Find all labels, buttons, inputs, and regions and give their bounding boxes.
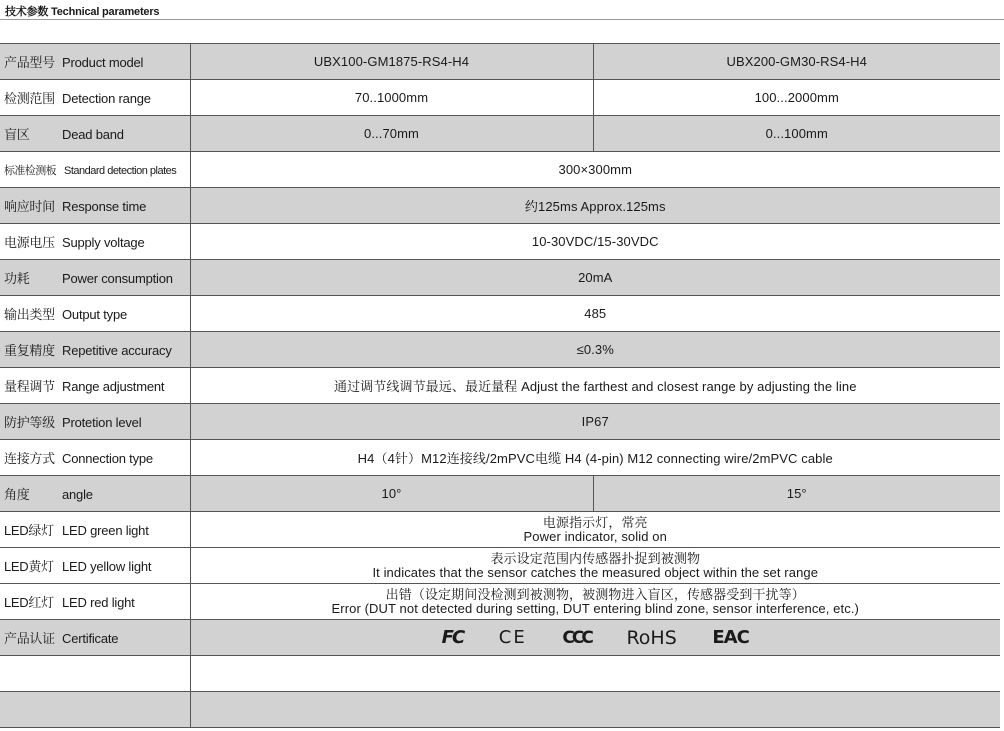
row-label: 检测范围 Detection range bbox=[0, 80, 190, 116]
row-label: 标准检测板 Standard detection plates bbox=[0, 152, 190, 188]
rohs-mark-icon: RoHS bbox=[626, 626, 677, 649]
certificate-marks bbox=[190, 620, 1000, 656]
ccc-mark-icon: CCC bbox=[562, 627, 591, 648]
table-row-empty bbox=[0, 692, 1000, 728]
yellow-light-zh: 表示设定范围内传感器扑捉到被测物 bbox=[490, 550, 701, 566]
yellow-light-value bbox=[190, 548, 1000, 584]
table-row bbox=[0, 188, 1000, 224]
table-row bbox=[0, 260, 1000, 296]
table-row bbox=[0, 584, 1000, 620]
row-label: LED绿灯 LED green light bbox=[0, 512, 190, 548]
row-label: 量程调节 Range adjustment bbox=[0, 368, 190, 404]
detection-range-value-2: 100...2000mm bbox=[593, 80, 1000, 116]
row-value-empty bbox=[190, 656, 1000, 692]
table-row bbox=[0, 80, 1000, 116]
table-row bbox=[0, 44, 1000, 80]
row-label: 角度 angle bbox=[0, 476, 190, 512]
row-label-empty bbox=[0, 692, 190, 728]
connection-type-value: H4（4针）M12连接线/2mPVC电缆 H4 (4-pin) M12 connecting wire/2mPVC cable bbox=[190, 440, 1000, 476]
ce-mark-icon: CE bbox=[498, 627, 527, 648]
yellow-light-en: It indicates that the sensor catches the measured object within the set range bbox=[372, 564, 819, 580]
supply-voltage-value: 10-30VDC/15-30VDC bbox=[190, 224, 1000, 260]
green-light-en: Power indicator, solid on bbox=[523, 528, 667, 544]
row-label: 盲区 Dead band bbox=[0, 116, 190, 152]
product-model-value-1: UBX100-GM1875-RS4-H4 bbox=[190, 44, 593, 80]
protection-level-value: IP67 bbox=[190, 404, 1000, 440]
table-row-empty bbox=[0, 656, 1000, 692]
row-label: 防护等级 Protetion level bbox=[0, 404, 190, 440]
table-row bbox=[0, 296, 1000, 332]
row-label: 连接方式 Connection type bbox=[0, 440, 190, 476]
table-row bbox=[0, 224, 1000, 260]
table-row bbox=[0, 152, 1000, 188]
table-row bbox=[0, 332, 1000, 368]
row-label: 重复精度 Repetitive accuracy bbox=[0, 332, 190, 368]
angle-value-2: 15° bbox=[593, 476, 1000, 512]
title-divider bbox=[0, 19, 1004, 20]
red-light-zh: 出错（设定期间没检测到被测物，被测物进入盲区，传感器受到干扰等） bbox=[385, 586, 805, 602]
dead-band-value-2: 0...100mm bbox=[593, 116, 1000, 152]
fc-mark-icon: FC bbox=[441, 627, 464, 648]
row-label: 功耗 Power consumption bbox=[0, 260, 190, 296]
spec-table bbox=[0, 43, 1000, 728]
row-label: 电源电压 Supply voltage bbox=[0, 224, 190, 260]
repetitive-accuracy-value: ≤0.3% bbox=[190, 332, 1000, 368]
red-light-en: Error (DUT not detected during setting, DUT entering blind zone, sensor interference, etc.) bbox=[331, 600, 859, 616]
range-adjustment-value: 通过调节线调节最远、最近量程 Adjust the farthest and closest range by adjusting the line bbox=[190, 368, 1000, 404]
table-row bbox=[0, 404, 1000, 440]
eac-mark-icon: EAC bbox=[712, 627, 749, 648]
angle-value-1: 10° bbox=[190, 476, 593, 512]
dead-band-value-1: 0...70mm bbox=[190, 116, 593, 152]
output-type-value: 485 bbox=[190, 296, 1000, 332]
table-row bbox=[0, 512, 1000, 548]
power-consumption-value: 20mA bbox=[190, 260, 1000, 296]
product-model-value-2: UBX200-GM30-RS4-H4 bbox=[593, 44, 1000, 80]
table-row bbox=[0, 116, 1000, 152]
table-row bbox=[0, 368, 1000, 404]
row-label-empty bbox=[0, 656, 190, 692]
table-row bbox=[0, 548, 1000, 584]
response-time-value: 约125ms Approx.125ms bbox=[190, 188, 1000, 224]
row-label: 响应时间 Response time bbox=[0, 188, 190, 224]
row-label: LED红灯 LED red light bbox=[0, 584, 190, 620]
red-light-value bbox=[190, 584, 1000, 620]
row-value-empty bbox=[190, 692, 1000, 728]
table-row bbox=[0, 620, 1000, 656]
row-label: 输出类型 Output type bbox=[0, 296, 190, 332]
row-label: LED黄灯 LED yellow light bbox=[0, 548, 190, 584]
table-row bbox=[0, 476, 1000, 512]
green-light-value bbox=[190, 512, 1000, 548]
green-light-zh: 电源指示灯，常亮 bbox=[542, 514, 648, 530]
detection-range-value-1: 70..1000mm bbox=[190, 80, 593, 116]
section-title: 技术参数 Technical parameters bbox=[5, 6, 160, 18]
row-label: 产品认证 Certificate bbox=[0, 620, 190, 656]
table-row bbox=[0, 440, 1000, 476]
standard-plates-value: 300×300mm bbox=[190, 152, 1000, 188]
row-label: 产品型号 Product model bbox=[0, 44, 190, 80]
